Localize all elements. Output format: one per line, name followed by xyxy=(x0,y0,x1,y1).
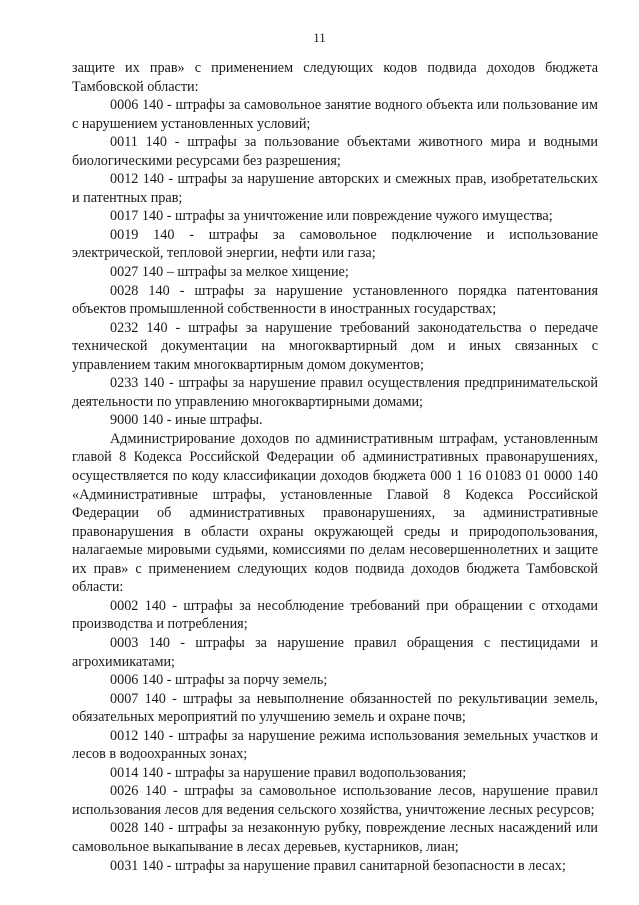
paragraph-code-0232: 0232 140 - штрафы за нарушение требований законодательства о передаче технической документации на многоквартирный дом и иных связанных с управлением таким многоквартирным домом документов; xyxy=(72,319,598,373)
paragraph-administration: Администрирование доходов по административным штрафам, установленным главой 8 Кодекса Российской Федерации об административных правонарушениях, осуществляется по коду классификации доходов бюджета 000 1 16 01083 01 0000 140 «Административные штрафы, установленные Главой 8 Кодекса Российской Федерации об административных правонарушениях, за административные правонарушения в области охраны окружающей среды и природопользования, налагаемые мировыми судьями, комиссиями по делам несовершеннолетних и защите их прав» с применением следующих кодов подвида доходов бюджета Тамбовской области: xyxy=(72,430,598,596)
paragraph-code-0028-forest: 0028 140 - штрафы за незаконную рубку, повреждение лесных насаждений или самовольное выкапывание в лесах деревьев, кустарников, лиан; xyxy=(72,820,598,855)
paragraph-code-0012-water: 0012 140 - штрафы за нарушение режима использования земельных участков и лесов в водоохранных зонах; xyxy=(72,727,598,763)
paragraph-code-0006-land: 0006 140 - штрафы за порчу земель; xyxy=(110,672,328,689)
paragraph-continuation: защите их прав» с применением следующих кодов подвида доходов бюджета Тамбовской области: xyxy=(72,60,598,95)
paragraph-code-0012: 0012 140 - штрафы за нарушение авторских и смежных прав, изобретательских и патентных прав; xyxy=(72,171,598,206)
page-number: 11 xyxy=(313,30,326,45)
paragraph-code-0019: 0019 140 - штрафы за самовольное подключение и использование электрической, тепловой энергии, нефти или газа; xyxy=(72,226,598,262)
paragraph-code-0233: 0233 140 - штрафы за нарушение правил осуществления предпринимательской деятельности по управлению многоквартирными домами; xyxy=(72,375,598,410)
paragraph-code-0027: 0027 140 – штрафы за мелкое хищение; xyxy=(110,264,349,281)
paragraph-code-0006: 0006 140 - штрафы за самовольное занятие водного объекта или пользование им с нарушением установленных условий; xyxy=(72,97,598,132)
paragraph-code-9000: 9000 140 - иные штрафы. xyxy=(110,412,263,429)
paragraph-code-0026: 0026 140 - штрафы за самовольное использование лесов, нарушение правил использования лесов для ведения сельского хозяйства, уничтожение лесных ресурсов; xyxy=(72,783,598,818)
paragraph-code-0028: 0028 140 - штрафы за нарушение установленного порядка патентования объектов промышленной собственности в иностранных государствах; xyxy=(72,282,598,318)
paragraph-code-0003: 0003 140 - штрафы за нарушение правил обращения с пестицидами и агрохимикатами; xyxy=(72,634,598,670)
paragraph-code-0007: 0007 140 - штрафы за невыполнение обязанностей по рекультивации земель, обязательных мероприятий по улучшению земель и охране почв; xyxy=(72,690,598,726)
paragraph-code-0031: 0031 140 - штрафы за нарушение правил санитарной безопасности в лесах; xyxy=(110,857,566,874)
paragraph-code-0014: 0014 140 - штрафы за нарушение правил водопользования; xyxy=(110,764,467,781)
document-body xyxy=(72,59,598,875)
paragraph-code-0017: 0017 140 - штрафы за уничтожение или повреждение чужого имущества; xyxy=(110,208,553,225)
paragraph-code-0002: 0002 140 - штрафы за несоблюдение требований при обращении с отходами производства и потребления; xyxy=(72,597,598,633)
paragraph-code-0011: 0011 140 - штрафы за пользование объектами животного мира и водными биологическими ресурсами без разрешения; xyxy=(72,134,598,169)
